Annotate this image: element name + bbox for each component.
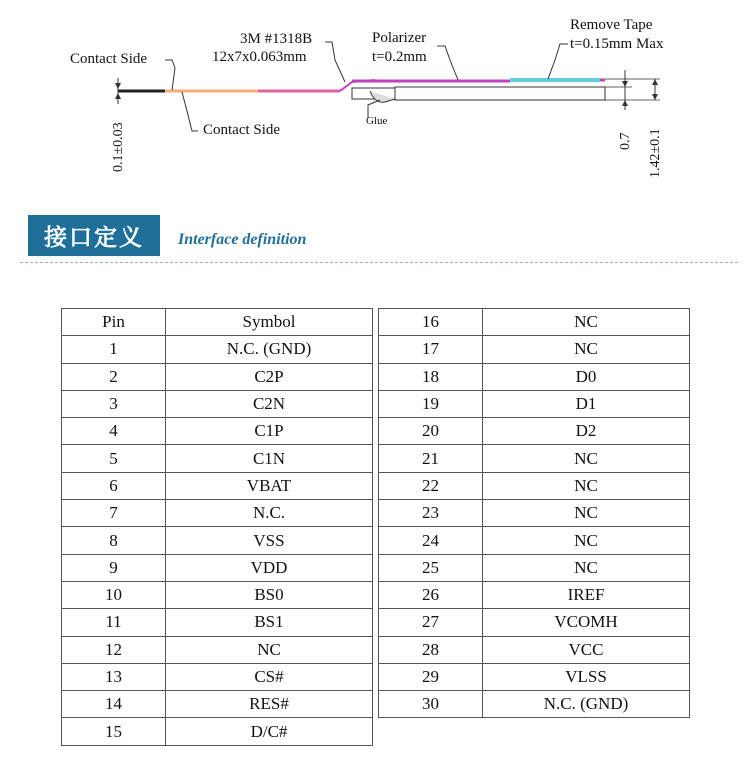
pin-number: 3: [62, 390, 166, 417]
pin-number: 12: [62, 636, 166, 663]
table-row: [62, 418, 373, 445]
pin-symbol: N.C.: [166, 500, 373, 527]
leader-fpc: [325, 42, 345, 82]
dim-total-thickness: 1.42±0.1: [648, 128, 663, 178]
pin-symbol: NC: [483, 500, 690, 527]
pin-symbol: VDD: [166, 554, 373, 581]
pin-table-left: [61, 308, 373, 746]
pin-number: 7: [62, 500, 166, 527]
leader-tape: [548, 44, 568, 79]
table-row: [62, 718, 373, 745]
cross-section-drawing: [0, 0, 750, 200]
pin-number: 20: [379, 418, 483, 445]
pin-symbol: VBAT: [166, 472, 373, 499]
pin-number: 26: [379, 581, 483, 608]
table-row: [379, 363, 690, 390]
section-title-en: Interface definition: [178, 231, 307, 248]
pin-symbol: CS#: [166, 663, 373, 690]
pin-number: 28: [379, 636, 483, 663]
pin-symbol: VLSS: [483, 663, 690, 690]
pin-number: 18: [379, 363, 483, 390]
pin-number: 22: [379, 472, 483, 499]
header-symbol: Symbol: [166, 309, 373, 336]
pin-symbol: NC: [483, 554, 690, 581]
label-fpc-part: 3M #1318B: [240, 31, 313, 47]
pin-symbol: BS1: [166, 609, 373, 636]
label-polarizer-thickness: t=0.2mm: [372, 49, 427, 65]
pin-symbol: C1P: [166, 418, 373, 445]
label-fpc-dims: 12x7x0.063mm: [212, 49, 307, 65]
pin-symbol: BS0: [166, 581, 373, 608]
pin-number: 8: [62, 527, 166, 554]
dim-glass-arrow-bottom: [622, 100, 628, 106]
pin-symbol: NC: [166, 636, 373, 663]
pin-number: 23: [379, 500, 483, 527]
pin-symbol: VCC: [483, 636, 690, 663]
table-row: [379, 581, 690, 608]
pin-symbol: D0: [483, 363, 690, 390]
label-glue: Glue: [366, 115, 388, 127]
pin-number: 6: [62, 472, 166, 499]
label-polarizer: Polarizer: [372, 30, 427, 46]
leader-contact-top: [165, 60, 175, 90]
dim-fpc-arrow-top: [115, 83, 121, 89]
table-row: [62, 500, 373, 527]
dim-fpc-thickness: 0.1±0.03: [111, 122, 126, 172]
table-row: [379, 691, 690, 718]
pin-number: 27: [379, 609, 483, 636]
table-row: [62, 363, 373, 390]
section-title-cn: 接口定义: [28, 215, 160, 256]
table-row: [62, 691, 373, 718]
table-row: [62, 609, 373, 636]
dim-glass-arrow-top: [622, 81, 628, 87]
pin-number: 15: [62, 718, 166, 745]
table-row: [379, 636, 690, 663]
glass-substrate: [395, 87, 605, 100]
table-row: [379, 500, 690, 527]
table-row: [62, 527, 373, 554]
pin-number: 13: [62, 663, 166, 690]
table-row: [62, 472, 373, 499]
pin-symbol: C2P: [166, 363, 373, 390]
table-row: [379, 418, 690, 445]
pin-number: 2: [62, 363, 166, 390]
table-row: [62, 636, 373, 663]
pin-number: 29: [379, 663, 483, 690]
pin-symbol: D/C#: [166, 718, 373, 745]
pin-number: 9: [62, 554, 166, 581]
pin-symbol: IREF: [483, 581, 690, 608]
pin-symbol: N.C. (GND): [166, 336, 373, 363]
table-row: [379, 554, 690, 581]
glue-blob: [370, 91, 395, 102]
table-row: [379, 336, 690, 363]
pin-table-right: [378, 308, 690, 718]
table-row: [379, 445, 690, 472]
pin-table-right-body: [379, 309, 690, 718]
dim-total-arrow-bottom: [652, 94, 658, 100]
pin-symbol: RES#: [166, 691, 373, 718]
pin-symbol: NC: [483, 472, 690, 499]
pin-symbol: N.C. (GND): [483, 691, 690, 718]
table-row: [62, 445, 373, 472]
pin-symbol: NC: [483, 309, 690, 336]
table-row: [62, 336, 373, 363]
leader-polarizer: [437, 46, 458, 80]
pin-number: 4: [62, 418, 166, 445]
table-row: [62, 554, 373, 581]
pin-number: 14: [62, 691, 166, 718]
pin-number: 21: [379, 445, 483, 472]
pin-number: 17: [379, 336, 483, 363]
pin-symbol: VCOMH: [483, 609, 690, 636]
label-remove-tape: Remove Tape: [570, 17, 653, 33]
table-row: [62, 581, 373, 608]
pin-symbol: D1: [483, 390, 690, 417]
pin-number: 11: [62, 609, 166, 636]
table-row: [379, 309, 690, 336]
pin-number: 1: [62, 336, 166, 363]
table-header-row: [62, 309, 373, 336]
label-remove-tape-thickness: t=0.15mm Max: [570, 36, 664, 52]
table-row: [379, 663, 690, 690]
pin-number: 30: [379, 691, 483, 718]
pin-number: 24: [379, 527, 483, 554]
pin-number: 5: [62, 445, 166, 472]
section-divider: [20, 262, 738, 263]
label-contact-side-bottom: Contact Side: [203, 122, 281, 138]
pin-symbol: D2: [483, 418, 690, 445]
pin-table-left-body: [62, 309, 373, 746]
pin-symbol: C2N: [166, 390, 373, 417]
dim-total-arrow-top: [652, 79, 658, 85]
table-row: [379, 472, 690, 499]
pin-symbol: NC: [483, 527, 690, 554]
pin-symbol: NC: [483, 445, 690, 472]
pin-number: 25: [379, 554, 483, 581]
pin-symbol: C1N: [166, 445, 373, 472]
pin-symbol: NC: [483, 336, 690, 363]
label-contact-side-top: Contact Side: [70, 51, 148, 67]
pin-symbol: VSS: [166, 527, 373, 554]
leader-contact-bottom: [182, 92, 198, 131]
table-row: [62, 663, 373, 690]
dim-glass-thickness: 0.7: [618, 132, 633, 150]
pin-number: 16: [379, 309, 483, 336]
table-row: [379, 609, 690, 636]
header-pin: Pin: [62, 309, 166, 336]
dim-fpc-arrow-bottom: [115, 93, 121, 99]
pin-number: 10: [62, 581, 166, 608]
table-row: [62, 390, 373, 417]
table-row: [379, 390, 690, 417]
pin-number: 19: [379, 390, 483, 417]
table-row: [379, 527, 690, 554]
